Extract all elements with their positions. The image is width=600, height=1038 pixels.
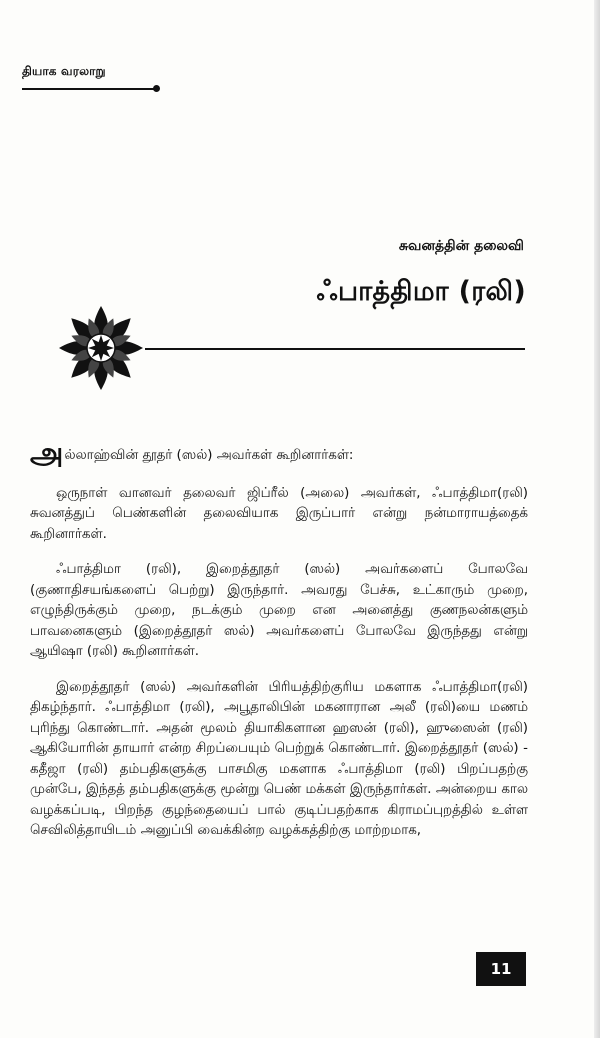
- chapter-subtitle: சுவனத்தின் தலைவி: [398, 238, 524, 254]
- page-number: 11: [476, 952, 526, 986]
- title-rule: [145, 348, 525, 350]
- paragraph-2: ஒருநாள் வானவர் தலைவர் ஜிப்ரீல் (அலை) அவர்கள், ஃபாத்திமா(ரலி) சுவனத்துப் பெண்களின் தலைவியாக இருப்பார் என்று நன்மாராயத்தைக் கூறினார்கள்.: [30, 485, 528, 542]
- paragraph-3: ஃபாத்திமா (ரலி), இறைத்தூதர் (ஸல்) அவர்களைப் போலவே (குணாதிசயங்களைப் பெற்று) இருந்தார். அவரது பேச்சு, உட்காரும் முறை, எழுந்திருக்கும் முறை, நடக்கும் முறை என அனைத்து குணநலன்களும் பாவனைகளும் (இறைத்தூதர் ஸல்) அவர்களைப் போலவே இருந்தது என்று ஆயிஷா (ரலி) கூறினார்கள்.: [30, 562, 528, 659]
- drop-cap: அ: [30, 436, 64, 471]
- header-rule-dot: [153, 85, 160, 92]
- running-header: தியாக வரலாறு: [22, 64, 106, 78]
- lotus-flower-ornament-icon: [58, 303, 144, 393]
- header-rule: [22, 88, 156, 90]
- paragraph-1: [30, 436, 528, 471]
- paragraph-1-text: ல்லாஹ்வின் தூதர் (ஸல்) அவர்கள் கூறினார்கள்:: [64, 448, 354, 463]
- page-edge-shadow: [594, 0, 600, 1038]
- body-text: [30, 436, 528, 857]
- chapter-title: ஃபாத்திமா (ரலி): [316, 276, 526, 307]
- paragraph-4: இறைத்தூதர் (ஸல்) அவர்களின் பிரியத்திற்குரிய மகளாக ஃபாத்திமா(ரலி) திகழ்ந்தார். ஃபாத்திமா (ரலி), அபூதாலிபின் மகனாரான அலீ (ரலி)யை மணம் புரிந்து கொண்டார். அதன் மூலம் தியாகிகளான ஹஸன் (ரலி), ஹுஸைன் (ரலி) ஆகியோரின் தாயார் என்ற சிறப்பையும் பெற்றுக் கொண்டார். இறைத்தூதர் (ஸல்) - கதீஜா (ரலி) தம்பதிகளுக்கு பாசமிகு மகளாக ஃபாத்திமா (ரலி) பிறப்பதற்கு முன்பே, இந்தத் தம்பதிகளுக்கு மூன்று பெண் மக்கள் இருந்தார்கள். அன்றைய கால வழக்கப்படி, பிறந்த குழந்தையைப் பால் குடிப்பதற்காக கிராமப்புறத்தில் உள்ள செவிலித்தாயிடம் அனுப்பி வைக்கின்ற வழக்கத்திற்கு மாற்றமாக,: [30, 679, 528, 838]
